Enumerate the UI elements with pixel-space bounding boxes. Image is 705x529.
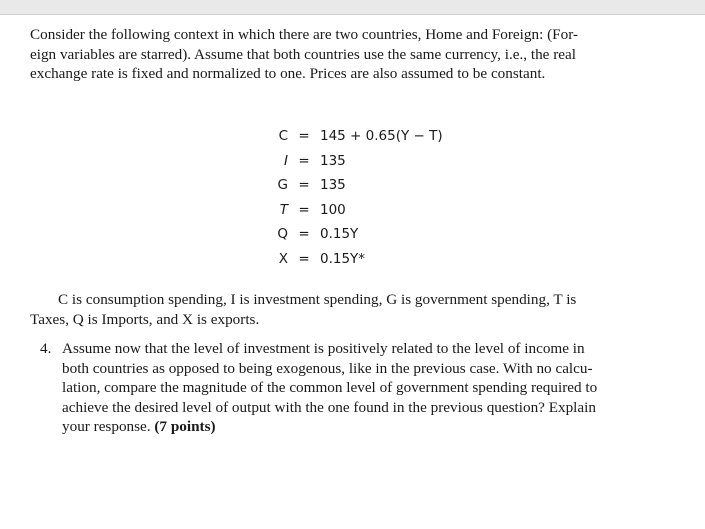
question-line: lation, compare the magnitude of the common level of government spending required to: [62, 379, 598, 396]
equation-rhs: 135: [320, 177, 346, 193]
equation-row: [258, 198, 443, 223]
definitions-paragraph: [30, 290, 705, 329]
context-line: eign variables are starred). Assume that both countries use the same currency, i.e., the real: [30, 45, 576, 63]
equation-rhs: 0.15Y*: [320, 250, 366, 267]
equals-sign: =: [298, 177, 310, 193]
question-line: both countries as opposed to being exogenous, like in the previous case. With no calcu-: [62, 359, 593, 377]
equation-row: [258, 247, 443, 272]
equation-lhs: I: [284, 152, 288, 169]
equals-sign: =: [298, 226, 310, 242]
context-paragraph: [30, 25, 705, 84]
equation-row: [258, 124, 443, 149]
question-line: achieve the desired level of output with the one found in the previous question? Explain: [62, 398, 596, 416]
equation-row: [258, 149, 443, 174]
question-line: Assume now that the level of investment is positively related to the level of income in: [62, 340, 585, 357]
question-number: 4.: [40, 340, 52, 357]
equals-sign: =: [298, 250, 310, 267]
equals-sign: =: [298, 152, 310, 169]
equation-lhs: C: [278, 128, 288, 144]
equation-lhs: G: [277, 177, 288, 193]
equation-lhs: Q: [277, 226, 288, 242]
page-top-edge: [0, 0, 705, 15]
equation-rhs: 135: [320, 152, 346, 169]
definitions-line: C is consumption spending, I is investment spending, G is government spending, T is: [58, 291, 577, 308]
question-line-text: your response.: [62, 418, 151, 435]
context-line: Consider the following context in which there are two countries, Home and Foreign: (For-: [30, 26, 579, 43]
definitions-line: Taxes, Q is Imports, and X is exports.: [30, 310, 260, 328]
equation-block: [258, 124, 443, 271]
question-line: [62, 417, 597, 437]
equation-row: [258, 173, 443, 198]
question-points: (7 points): [154, 418, 216, 435]
equation-rhs: 145 + 0.65(Y − T): [320, 128, 443, 144]
equation-rhs: 0.15Y: [320, 226, 359, 242]
equals-sign: =: [298, 201, 310, 218]
question-text: [62, 339, 597, 437]
equation-rhs: 100: [320, 201, 346, 218]
equals-sign: =: [298, 128, 310, 144]
equation-row: [258, 222, 443, 247]
context-line: exchange rate is fixed and normalized to one. Prices are also assumed to be constant.: [30, 65, 546, 82]
equation-lhs: T: [279, 201, 288, 218]
equation-lhs: X: [278, 250, 288, 267]
